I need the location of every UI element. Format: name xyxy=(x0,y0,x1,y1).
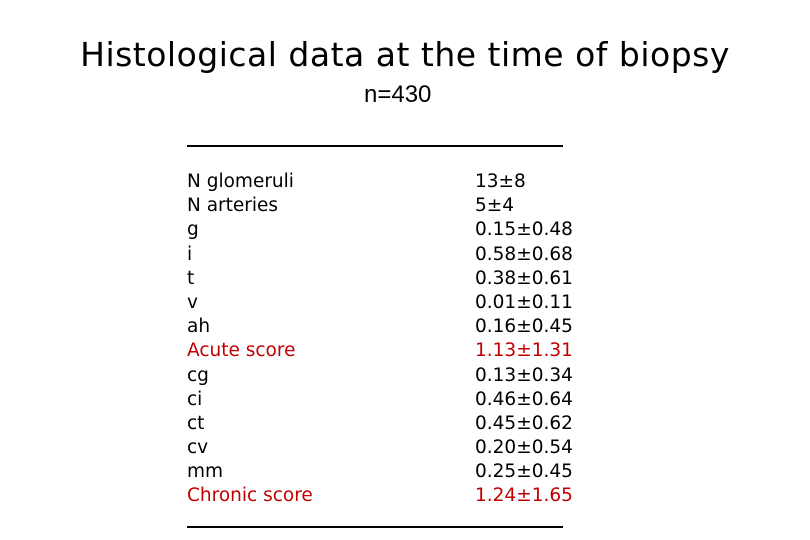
table-row xyxy=(187,218,587,242)
row-value: 0.25±0.45 xyxy=(475,461,573,483)
row-label: N arteries xyxy=(187,195,279,217)
row-label: ah xyxy=(187,316,211,338)
row-label: ci xyxy=(187,388,203,410)
row-value: 0.20±0.54 xyxy=(475,437,573,459)
table-row xyxy=(187,460,587,484)
row-value: 1.24±1.65 xyxy=(475,485,573,507)
row-value: 5±4 xyxy=(475,195,515,217)
row-label: v xyxy=(187,291,198,313)
table-row xyxy=(187,315,587,339)
table-row xyxy=(187,170,587,194)
table-row xyxy=(187,436,587,460)
row-value: 1.13±1.31 xyxy=(475,340,573,362)
row-label: t xyxy=(187,267,195,289)
row-label: ct xyxy=(187,412,205,434)
histology-table xyxy=(187,170,587,509)
row-label: mm xyxy=(187,461,224,483)
row-label: g xyxy=(187,219,199,241)
row-label: Acute score xyxy=(187,340,296,362)
table-row xyxy=(187,267,587,291)
table-row xyxy=(187,388,587,412)
row-label: cg xyxy=(187,364,209,386)
table-row xyxy=(187,243,587,267)
table-bottom-rule xyxy=(187,526,563,528)
row-label: cv xyxy=(187,437,209,459)
row-value: 0.45±0.62 xyxy=(475,412,573,434)
sample-size: n=430 xyxy=(364,81,432,108)
table-row xyxy=(187,194,587,218)
table-top-rule xyxy=(187,145,563,147)
table-row-chronic-score xyxy=(187,484,587,508)
row-label: N glomeruli xyxy=(187,171,294,192)
row-value: 0.16±0.45 xyxy=(475,316,573,338)
row-value: 0.13±0.34 xyxy=(475,364,573,386)
row-value: 0.38±0.61 xyxy=(475,267,573,289)
row-label: i xyxy=(187,243,193,265)
row-value: 0.58±0.68 xyxy=(475,243,573,265)
slide-title: Histological data at the time of biopsy xyxy=(80,35,730,74)
row-value: 0.46±0.64 xyxy=(475,388,573,410)
table-row xyxy=(187,364,587,388)
row-value: 0.15±0.48 xyxy=(475,219,573,241)
row-value: 13±8 xyxy=(475,171,526,192)
table-row xyxy=(187,412,587,436)
row-value: 0.01±0.11 xyxy=(475,291,573,313)
row-label: Chronic score xyxy=(187,485,313,507)
table-row xyxy=(187,291,587,315)
table-row-acute-score xyxy=(187,339,587,363)
